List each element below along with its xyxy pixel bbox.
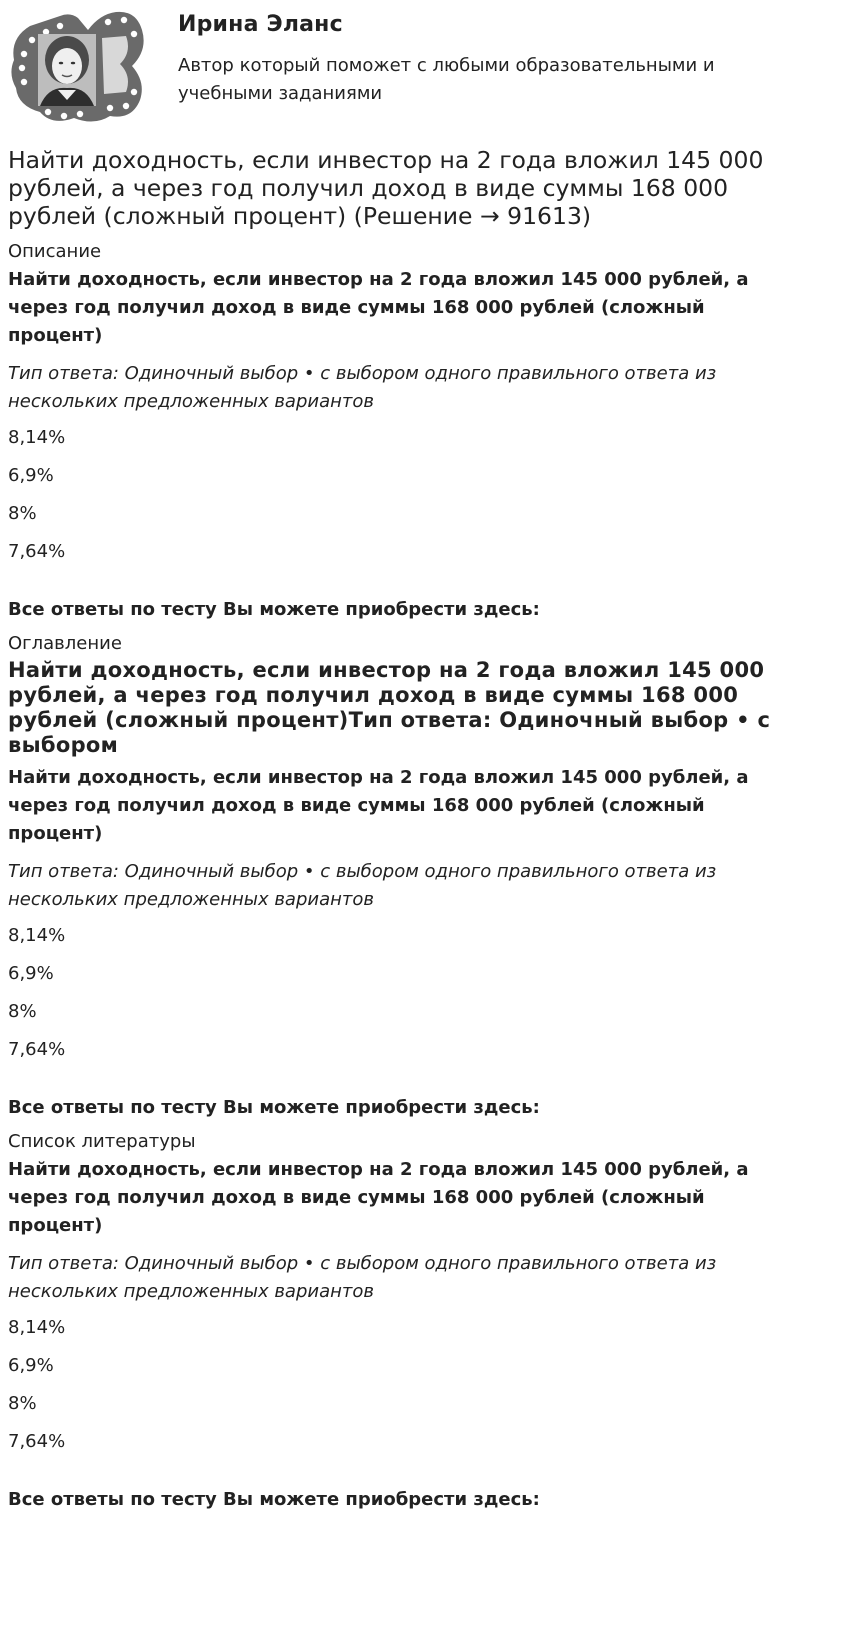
options-list [8,1316,798,1454]
buy-answers-text: Все ответы по тесту Вы можете приобрести здесь: [8,599,540,620]
contents-heading: Найти доходность, если инвестор на 2 года вложил 145 000 рублей, а через год получил доход в виде суммы 168 000 рублей (сложный процент)Тип ответа: Одиночный выбор • с выбором [8,658,771,757]
author-avatar [8,8,148,126]
option-item: 8% [8,503,37,524]
section-label-contents: Оглавление [8,633,122,654]
question-text: Найти доходность, если инвестор на 2 года вложил 145 000 рублей, а через год получил доход в виде суммы 168 000 рублей (сложный процент) [8,767,749,844]
option-item: 8,14% [8,427,66,448]
page-title: Найти доходность, если инвестор на 2 года вложил 145 000 рублей, а через год получил доход в виде суммы 168 000 рублей (сложный процент) (Решение → 91613) [8,146,764,230]
option-item: 6,9% [8,963,54,984]
literature-section [8,1130,798,1512]
contents-section [8,632,798,1120]
author-description: Автор который поможет с любыми образовательными и учебными заданиями [178,55,715,104]
description-section [8,240,798,622]
option-item: 8,14% [8,1317,66,1338]
options-list [8,924,798,1062]
page [8,8,798,1512]
answer-type-text: Тип ответа: Одиночный выбор • с выбором одного правильного ответа из нескольких предложенных вариантов [8,861,717,910]
option-item: 6,9% [8,465,54,486]
option-item: 8% [8,1001,37,1022]
option-item: 6,9% [8,1355,54,1376]
option-item: 7,64% [8,1431,66,1452]
option-item: 7,64% [8,541,66,562]
buy-answers-text: Все ответы по тесту Вы можете приобрести здесь: [8,1097,540,1118]
answer-type-text: Тип ответа: Одиночный выбор • с выбором одного правильного ответа из нескольких предложенных вариантов [8,363,717,412]
question-text: Найти доходность, если инвестор на 2 года вложил 145 000 рублей, а через год получил доход в виде суммы 168 000 рублей (сложный процент) [8,1159,749,1236]
answer-type-text: Тип ответа: Одиночный выбор • с выбором одного правильного ответа из нескольких предложенных вариантов [8,1253,717,1302]
options-list [8,426,798,564]
buy-answers-text: Все ответы по тесту Вы можете приобрести здесь: [8,1489,540,1510]
option-item: 7,64% [8,1039,66,1060]
option-item: 8,14% [8,925,66,946]
question-text: Найти доходность, если инвестор на 2 года вложил 145 000 рублей, а через год получил доход в виде суммы 168 000 рублей (сложный процент) [8,269,749,346]
section-label-description: Описание [8,241,102,262]
author-name[interactable]: Ирина Эланс [178,12,343,37]
section-label-literature: Список литературы [8,1131,196,1152]
author-block [8,8,798,134]
option-item: 8% [8,1393,37,1414]
